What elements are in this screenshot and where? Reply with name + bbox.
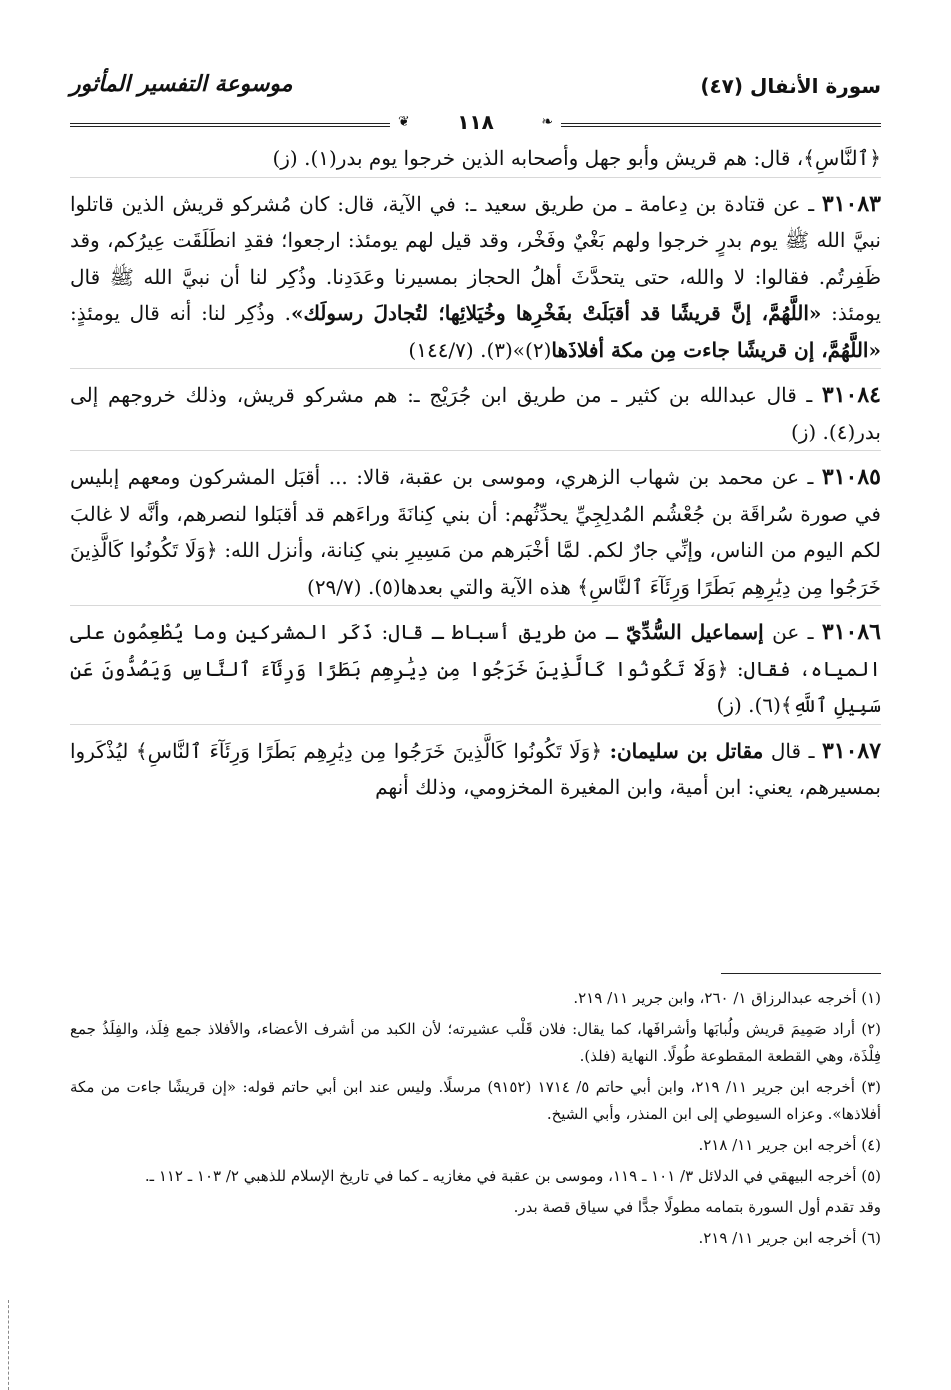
footnote: (٦) أخرجه ابن جرير ١١/ ٢١٩. <box>698 1229 881 1247</box>
header-rule-left <box>70 123 390 127</box>
entry-text: ـ عن قتادة بن دِعامة ـ من طريق سعيد ـ: في الآية، قال: كان مُشركو قريش الذين قاتلوا نبيَّ الله ﷺ يوم بدرٍ خرجوا ولهم بَغْيٌ وفَخْر، وقد قيل لهم يومئذ: ارجعوا؛ فقدِ انطَلَقَت عِيرُكم، وقد ظَفِرتُم. فقالوا: لا والله، حتى يتحدَّثَ أهلُ الحجاز بمسيرنا وعَدَدِنا. وذُكِر لنا أن نبيَّ الله ﷺ قال يومئذ: <box>70 191 881 325</box>
intro-paragraph: ﴿ٱلنَّاسِ﴾، قال: هم قريش وأبو جهل وأصحابه الذين خرجوا يوم بدر(١). (ز) <box>272 146 881 170</box>
entry-text: ـ قال عبدالله بن كثير ـ من طريق ابن جُرَيْج ـ: هم مشركو قريش، وذلك خروجهم إلى بدر(٤). (ز) <box>70 383 881 444</box>
entry-31087 <box>70 724 881 806</box>
entry-31086 <box>70 605 881 724</box>
entry-number: ٣١٠٨٦ <box>821 619 881 645</box>
series-title: موسوعة التفسير المأثور <box>70 72 293 97</box>
entry-text: ـ قال <box>763 738 822 763</box>
footnote: (٢) أراد صَمِيمَ قريش ولُبابَها وأشرافَها، كما يقال: فلان قَلْب عشيرته؛ لأن الكبد من أشرف الأعضاء، والأفلاذ جمع فِلَذ، والفِلَذُ جمع فِلْذَة، وهي القطعة المقطوعة طُولًا. النهاية (فلذ). <box>70 1020 881 1065</box>
footnote: (١) أخرجه عبدالرزاق ١/ ٢٦٠، وابن جرير ١١/ ٢١٩. <box>573 989 881 1007</box>
footnote: (٥) أخرجه البيهقي في الدلائل ٣/ ١٠١ ـ ١١٩، وموسى بن عقبة في مغازيه ـ كما في تاريخ الإسلام للذهبي ٢/ ١٠٣ ـ ١١٢ ـ. <box>144 1167 881 1185</box>
surah-title: سورة الأنفال (٤٧) <box>700 74 881 98</box>
entry-text: (٢)»(٣). (١٤٤/٧) <box>408 337 552 362</box>
footnotes <box>70 985 881 1256</box>
entry-text: . وذُكِر لنا: أنه قال يومئذٍ: <box>70 301 291 325</box>
page-number-row <box>70 110 881 138</box>
ornament-left-icon: ❦ <box>398 114 410 130</box>
entry-31084 <box>70 368 881 450</box>
entry-31085 <box>70 450 881 605</box>
entry-text: ـ من طريق أسباط ـ قال: ذَكَر المشركين وما يُطْعِمُون على المياه، فقال: ﴿وَلَا تَكُونُوا كَالَّذِينَ خَرَجُوا مِن دِيَٰرِهِم بَطَرًا وَرِئَآءَ ٱلنَّاسِ وَيَصُدُّونَ عَن سَبِيلِ ٱللَّهِ﴾(٦). (ز) <box>70 620 881 717</box>
entry-number: ٣١٠٨٥ <box>821 464 881 490</box>
entry-number: ٣١٠٨٧ <box>821 737 882 764</box>
footnote: وقد تقدم أول السورة بتمامه مطولًا جدًّا في سياق قصة بدر. <box>513 1198 881 1216</box>
entry-text: ـ عن <box>763 620 822 644</box>
entry-text: ـ عن محمد بن شهاب الزهري، وموسى بن عقبة، قالا: ... أقبَل المشركون ومعهم إبليس في صورة سُراقَة بن جُعْشُم المُدلِجِيِّ يحدِّثُهم: أن بني كِنانَةَ وراءَهم قد أقبَلوا لنصرهم، وأنَّه لا غالبَ لكم اليوم من الناس، وإنِّي جارٌ لكم. لمَّا أخْبَرهم من مَسِيرِ بني كِنانة، وأنزل الله: ﴿وَلَا تَكُونُوا كَالَّذِينَ خَرَجُوا مِن دِيَٰرِهِم بَطَرًا وَرِئَآءَ ٱلنَّاسِ﴾ هذه الآية والتي بعدها(٥). (٢٩/٧) <box>70 465 881 599</box>
entry-bold-text: «اللَّهُمَّ، إن قريشًا جاءت مِن مكة أفلاذَها <box>551 337 881 362</box>
entry-number: ٣١٠٨٣ <box>821 190 881 217</box>
page-number: ١١٨ <box>457 110 494 134</box>
ornament-right-icon: ❧ <box>541 114 553 130</box>
scan-margin-line <box>8 1300 9 1390</box>
main-text <box>70 140 881 806</box>
entry-bold-text: إسماعيل السُّدِّيّ <box>626 620 764 644</box>
entry-31083 <box>70 177 881 369</box>
entry-text: ﴿وَلَا تَكُونُوا كَالَّذِينَ خَرَجُوا مِن دِيَٰرِهِم بَطَرًا وَرِئَآءَ ٱلنَّاسِ﴾ ليُذْكَروا بمسيرهم، يعني: ابن أمية، وابن المغيرة المخزومي، وذلك أنهم <box>70 738 881 799</box>
entry-bold-text: «اللَّهُمَّ، إنَّ قريشًا قد أقبَلَتْ بفَخْرِها وخُيَلائِها؛ لتُجادلَ رسولَك» <box>290 301 822 325</box>
footnote: (٣) أخرجه ابن جرير ١١/ ٢١٩، وابن أبي حاتم ٥/ ١٧١٤ (٩١٥٢) مرسلًا. وليس عند ابن أبي حاتم قوله: «إن قريشًا جاءت من مكة أفلاذها». وعزاه السيوطي إلى ابن المنذر، وأبي الشيخ. <box>70 1078 882 1123</box>
footnote-separator <box>721 973 881 974</box>
page-header <box>70 68 881 108</box>
entry-bold-text: مقاتل بن سليمان: <box>609 738 764 763</box>
footnote: (٤) أخرجه ابن جرير ١١/ ٢١٨. <box>698 1136 881 1154</box>
header-rule-right <box>561 123 881 127</box>
entry-number: ٣١٠٨٤ <box>821 382 881 408</box>
